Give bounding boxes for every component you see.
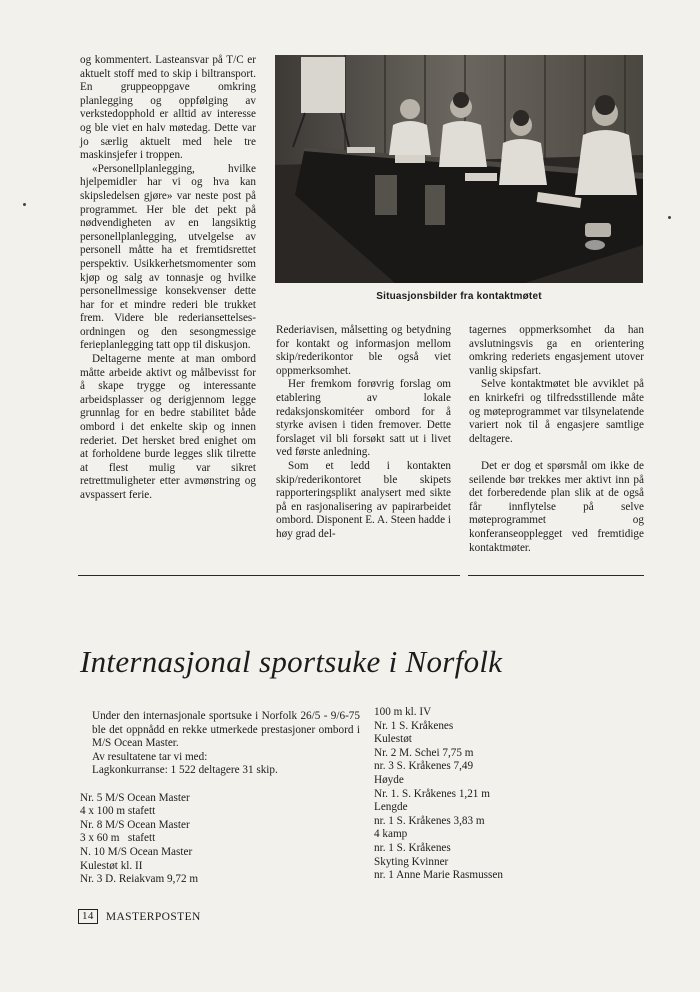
scan-speck — [668, 216, 671, 219]
right-text-column — [469, 324, 644, 555]
result-line: N. 10 M/S Ocean Master — [80, 845, 193, 858]
result-line: Nr. 1. S. Kråkenes 1,21 m — [374, 787, 490, 800]
result-line: Nr. 2 M. Schei 7,75 m — [374, 746, 474, 759]
article-intro-line: Lagkonkurranse: 1 522 deltagere 31 skip. — [92, 764, 278, 777]
result-line: Lengde — [374, 801, 408, 814]
section-divider — [78, 575, 460, 576]
result-line: Nr. 1 S. Kråkenes — [374, 719, 454, 732]
middle-text-column — [276, 324, 451, 542]
paragraph: Selve kontaktmøtet ble avviklet på en knirkefri og tilfredsstillende måte og møteprogrammet var tilsynelatende variert nok til å engasjere samtlige deltagere. — [469, 378, 644, 445]
result-line: nr. 1 S. Kråkenes 3,83 m — [374, 814, 485, 827]
paragraph: Det er dog et spørsmål om ikke de seilende bør trekkes mer aktivt inn på det forberedende plan slik at de også får innflytelse på selve møteprogrammet og konferanseopplegget ved fremtidige kontaktmøter. — [469, 459, 644, 554]
paragraph: Her fremkom forøvrig forslag om etablering av lokale redaksjonskomitéer ombord for å styrke avisen i tiden fremover. Dette forslaget vil bli forsøkt satt ut i livet ved første anledning. — [276, 378, 451, 459]
article-right-column — [374, 706, 574, 883]
page-footer — [78, 909, 201, 924]
paragraph: tagernes oppmerksomhet da han avslutningsvis ga en orientering omkring rederiets engasjement utover vanlig skipsfart. — [469, 324, 644, 377]
result-line: Nr. 8 M/S Ocean Master — [80, 818, 190, 831]
paragraph: «Personellplanlegging, hvilke hjelpemidler har vi og hva kan skipsledelsen gjøre» var neste post på programmet. Her ble det pekt på nødvendigheten av en langsiktig personellplanlegging, utvelgelse av personell måtte ha et fremtidsrettet perspektiv. Usikkerhetsmomenter som kjøp og salg av tonnasje og hvilke personellmessige konsekvenser dette har for et mindre rederi ble trukket frem. Videre ble rederiansettelses-ordningen og den sesongmessige ferieplanlegging tatt opp til diskusjon. — [80, 162, 256, 352]
result-line: Kulestøt — [374, 733, 412, 746]
photo-caption: Situasjonsbilder fra kontaktmøtet — [376, 291, 542, 302]
scan-speck — [23, 203, 26, 206]
result-line: 4 x 100 m stafett — [80, 805, 156, 818]
article-title: Internasjonal sportsuke i Norfolk — [80, 644, 503, 679]
result-line: Kulestøt kl. II — [80, 859, 143, 872]
meeting-photo-illustration — [275, 55, 643, 283]
publication-name: MASTERPOSTEN — [105, 910, 201, 923]
result-line: nr. 1 Anne Marie Rasmussen — [374, 869, 503, 882]
result-line: 100 m kl. IV — [374, 706, 432, 718]
article-left-column — [80, 710, 360, 887]
section-divider — [468, 575, 644, 576]
result-line: Skyting Kvinner — [374, 855, 449, 868]
result-line: Nr. 3 D. Reiakvam 9,72 m — [80, 873, 199, 886]
result-line: 4 kamp — [374, 828, 408, 841]
result-line: 3 x 60 m stafett — [80, 832, 156, 845]
meeting-photo — [275, 55, 643, 283]
result-line: nr. 1 S. Kråkenes — [374, 841, 451, 854]
paragraph: Rederiavisen, målsetting og betydning for kontakt og informasjon mellom skip/rederikontor ble også viet oppmerksomhet. — [276, 324, 451, 377]
paragraph: Deltagerne mente at man ombord måtte arbeide aktivt og målbevisst for å skape trygge og interessante arbeidsplasser og derigjennom legge grunnlag for en bedre stabilitet både ombord i det enkelte skip og innen rederiet. Det hersket bred enighet om at forholdene burde legges slik tilrette at flest mulig var sikret retrettmuligheter etter avmønstring og avspassert ferie. — [80, 353, 256, 501]
paragraph: og kommentert. Lasteansvar på T/C er aktuelt stoff med to skip i biltransport. En gruppeoppgave omkring planlegging og oppfølging av verkstedopphold er alltid av interesse og ble viet en halv møtedag. Dette var jo særlig aktuelt med hele tre maskinsjefer i troppen. — [80, 54, 256, 162]
article-intro-line: Av resultatene tar vi med: — [92, 750, 208, 763]
paragraph: Som et ledd i kontakten skip/rederikontoret ble skipets rapporteringsplikt analysert med sikte på en rasjonalisering av papirarbeidet ombord. Disponent E. A. Steen hadde i høy grad del- — [276, 459, 451, 540]
article-intro: Under den internasjonale sportsuke i Norfolk 26/5 - 9/6-75 ble det oppnådd en rekke utmerkede prestasjoner ombord i M/S Ocean Master. — [92, 710, 360, 750]
result-line: Nr. 5 M/S Ocean Master — [80, 791, 190, 804]
result-line: Høyde — [374, 773, 404, 786]
left-text-column — [80, 54, 256, 503]
page-number: 14 — [78, 909, 98, 924]
result-line: nr. 3 S. Kråkenes 7,49 — [374, 760, 474, 773]
